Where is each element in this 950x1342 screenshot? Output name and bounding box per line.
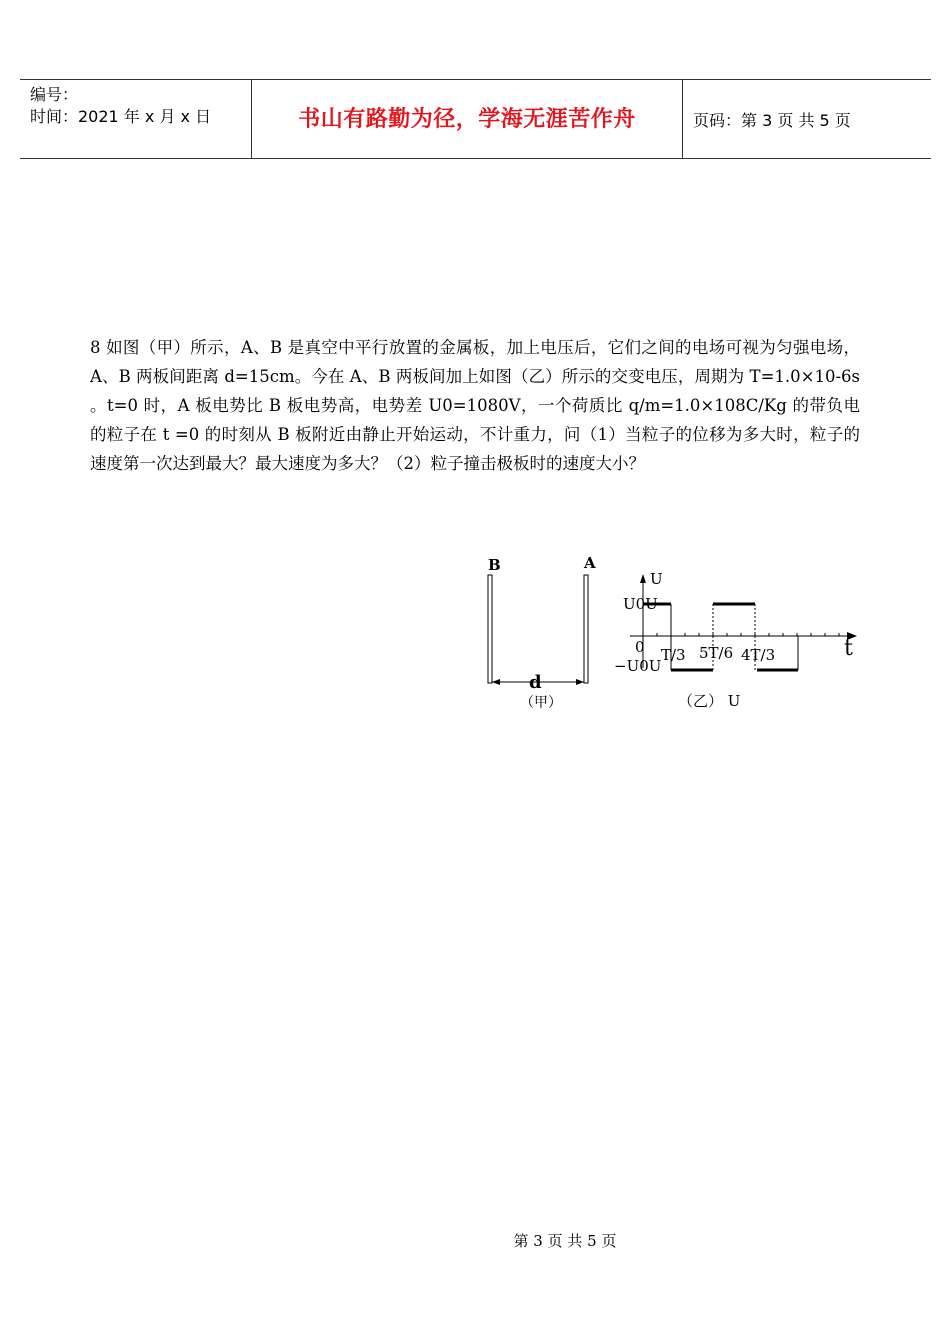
time-label: 时间：2021 年 x 月 x 日: [30, 107, 212, 126]
plate-a-label: A: [584, 554, 596, 572]
page-footer: 第 3 页 共 5 页: [513, 1232, 617, 1250]
distance-label: d: [529, 672, 542, 693]
u-axis-arrow: [640, 574, 646, 583]
figures: [470, 550, 870, 720]
figure-jia-caption: （甲）: [520, 695, 562, 711]
plate-b-label: B: [488, 556, 501, 574]
header-divider: [682, 80, 683, 158]
plate-a: [584, 575, 588, 683]
t-axis-label: t: [844, 636, 853, 661]
figure-yi-caption: （乙） U: [678, 692, 741, 710]
arrow-left: [492, 679, 500, 685]
u-pos-label: U0U: [623, 595, 658, 613]
page-info: 页码：第 3 页 共 5 页: [693, 111, 851, 130]
u-axis-label: U: [650, 570, 663, 588]
u-neg-label: −U0U: [614, 657, 662, 675]
origin-label: 0: [635, 638, 645, 656]
tick-label-5t6: 5T/6: [699, 644, 734, 662]
plate-b: [488, 575, 492, 683]
problem-text: 8 如图（甲）所示，A、B 是真空中平行放置的金属板，加上电压后，它们之间的电场可视为匀强电场，A、B 两板间距离 d=15cm。今在 A、B 两板间加上如图（乙）所示的交变电压，周期为 T=1.0×10-6s 。t=0 时，A 板电势比 B 板电势高，电势差 U0=1080V，一个荷质比 q/m=1.0×108C/Kg 的带负电的粒子在 t =0 的时刻从 B 板附近由静止开始运动，不计重力，问（1）当粒子的位移为多大时，粒子的速度第一次达到最大？最大速度为多大？（2）粒子撞击极板时的速度大小？: [90, 338, 860, 473]
tick-label-t3: T/3: [661, 646, 686, 664]
waveform-edges: [671, 604, 798, 670]
header-motto: 书山有路勤为径，学海无涯苦作舟: [298, 106, 636, 132]
header-meta: [30, 84, 250, 128]
serial-label: 编号：: [30, 85, 79, 104]
tick-label-4t3: 4T/3: [741, 646, 776, 664]
arrow-right: [576, 679, 584, 685]
page-header: [20, 79, 931, 159]
